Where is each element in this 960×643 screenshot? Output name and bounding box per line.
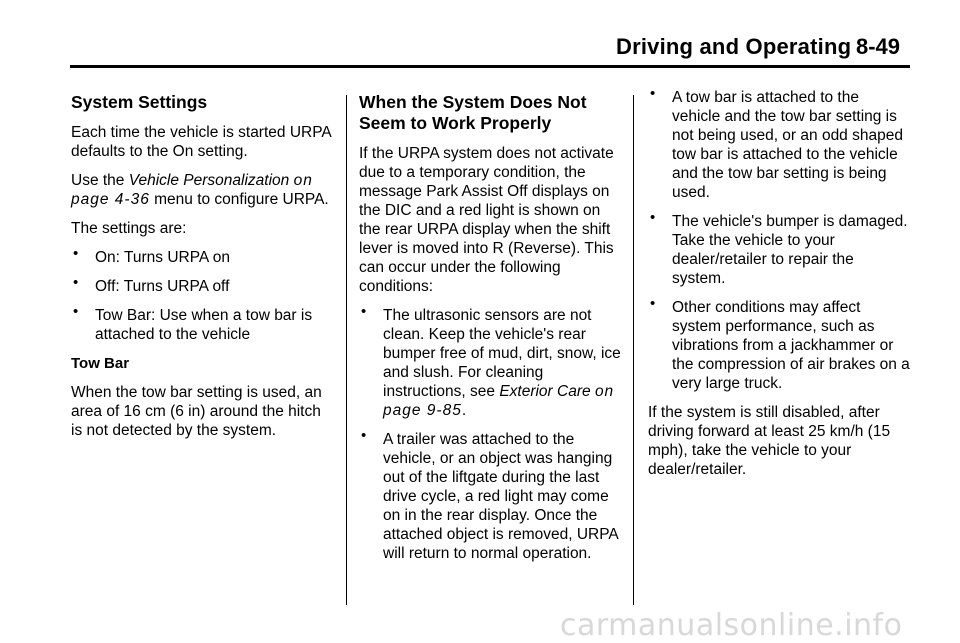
col1-paragraph-4: When the tow bar setting is used, an area of 16 cm (6 in) around the hitch is not detected by the system. — [71, 384, 322, 439]
text: The ultrasonic sensors are not clean. Keep the vehicle's rear bumper free of mud, dirt, snow, ice and slush. For cleaning instructions, see — [383, 307, 621, 400]
column-divider-2 — [633, 95, 634, 605]
col2-paragraph-1: If the URPA system does not activate due to a temporary condition, the message Park Assist Off displays on the DIC and a red light is shown on the rear URPA display when the shift lever is moved into R (Reverse). This can occur under the following conditions: — [359, 145, 614, 295]
list-item: • A tow bar is attached to the vehicle and the tow bar setting is not being used, or an odd shaped tow bar is attached to the vehicle and the tow bar setting is being used. — [648, 88, 910, 202]
conditions-list-continued — [648, 88, 910, 393]
system-settings-heading: System Settings — [71, 92, 208, 112]
conditions-list — [359, 306, 621, 563]
list-item: • Other conditions may affect system performance, such as vibrations from a jackhammer or the compression of air brakes on a very large truck. — [648, 298, 910, 393]
tow-bar-subheading: Tow Bar — [71, 355, 130, 372]
settings-list — [71, 248, 333, 344]
list-item: • On: Turns URPA on — [71, 248, 333, 267]
header-divider — [70, 65, 910, 68]
text: . — [461, 402, 467, 419]
column-divider-1 — [346, 95, 347, 605]
vehicle-personalization-link[interactable]: Vehicle Personalization — [128, 172, 290, 189]
column-2 — [359, 92, 621, 573]
page-section-title: Driving and Operating — [616, 34, 852, 59]
list-item: • Tow Bar: Use when a tow bar is attached to the vehicle — [71, 306, 333, 344]
col1-paragraph-3: The settings are: — [71, 220, 187, 237]
text: Use the — [71, 172, 129, 189]
col3-paragraph-1: If the system is still disabled, after driving forward at least 25 km/h (15 mph), take the vehicle to your dealer/retailer. — [648, 404, 891, 478]
exterior-care-link[interactable]: Exterior Care — [499, 383, 591, 400]
list-item: • The vehicle's bumper is damaged. Take the vehicle to your dealer/retailer to repair the system. — [648, 212, 910, 288]
list-item: • Off: Turns URPA off — [71, 277, 333, 296]
page-ref-link[interactable]: on page 4-36 — [71, 172, 313, 208]
watermark: carmanualsonline.info — [560, 608, 903, 643]
col1-paragraph-2 — [71, 171, 333, 209]
column-1 — [71, 92, 333, 450]
page-ref-link[interactable]: on page 9-85 — [383, 383, 615, 419]
col1-paragraph-1: Each time the vehicle is started URPA defaults to the On setting. — [71, 124, 331, 160]
column-3 — [648, 88, 910, 489]
text: menu to configure URPA. — [149, 191, 329, 208]
list-item: • A trailer was attached to the vehicle, or an object was hanging out of the liftgate during the last drive cycle, a red light may come on in the rear display. Once the attached object is removed, URPA will return to normal operation. — [359, 430, 621, 563]
system-not-working-heading: When the System Does Not Seem to Work Properly — [359, 92, 587, 133]
list-item — [359, 306, 621, 420]
page-number: 8-49 — [856, 34, 901, 59]
